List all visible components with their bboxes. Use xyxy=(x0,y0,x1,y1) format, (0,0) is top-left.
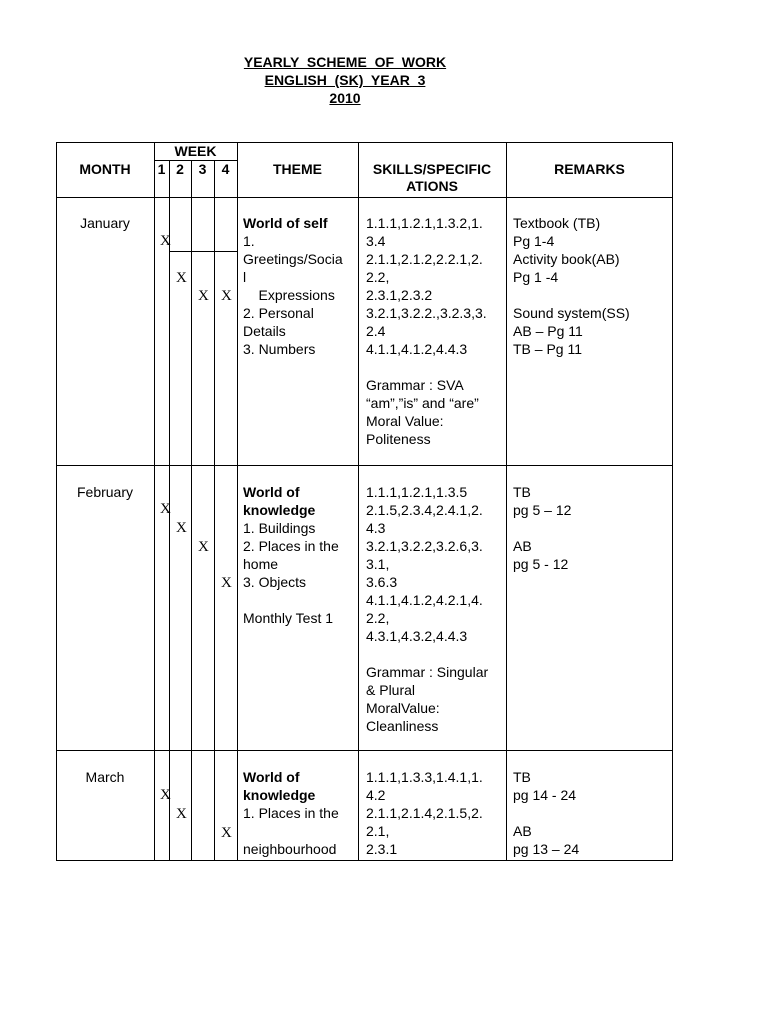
column-divider xyxy=(214,160,215,861)
month-cell: March xyxy=(85,769,125,785)
header-remarks: REMARKS xyxy=(554,161,625,177)
week-mark: X xyxy=(198,539,209,555)
remarks-cell: TB pg 14 - 24 AB pg 13 – 24 xyxy=(513,769,580,857)
column-divider xyxy=(358,142,359,861)
month-cell: February xyxy=(76,484,134,500)
header-skills: SKILLS/SPECIFIC ATIONS xyxy=(372,161,492,194)
header-week: WEEK xyxy=(174,143,217,159)
row-divider xyxy=(56,197,673,198)
column-divider xyxy=(237,142,238,861)
week-mark: X xyxy=(221,288,232,304)
header-theme: THEME xyxy=(273,161,322,177)
theme-topics: 1. Buildings 2. Places in the home 3. Objects Monthly Test 1 xyxy=(243,520,339,626)
remarks-cell: TB pg 5 – 12 AB pg 5 - 12 xyxy=(513,484,572,572)
row-divider xyxy=(56,465,673,466)
week-mark: X xyxy=(198,288,209,304)
document-year: 2010 xyxy=(329,90,361,106)
column-divider xyxy=(191,160,192,861)
row-divider xyxy=(56,750,673,751)
theme-title: World of knowledge xyxy=(243,769,316,803)
header-week-4: 4 xyxy=(221,161,230,177)
week-mark: X xyxy=(160,501,171,517)
theme-topics: 1. Places in the neighbourhood xyxy=(243,805,339,857)
header-week-3: 3 xyxy=(198,161,207,177)
week-mark: X xyxy=(221,575,232,591)
week-mark: X xyxy=(176,520,187,536)
row-divider xyxy=(169,251,237,252)
skills-cell: 1.1.1,1.2.1,1.3.5 2.1.5,2.3.4,2.4.1,2. 4.3 3.2.1,3.2.2,3.2.6,3. 3.1, 3.6.3 4.1.1,4.1.2,4.2.1,4. 2.2, 4.3.1,4.3.2,4.4.3 Grammar : Singular & Plural MoralValue: Cleanliness xyxy=(366,484,489,734)
header-week-1: 1 xyxy=(157,161,166,177)
column-divider xyxy=(506,142,507,861)
header-month: MONTH xyxy=(79,161,131,177)
header-week-2: 2 xyxy=(176,161,184,177)
document-title: YEARLY SCHEME OF WORK xyxy=(243,54,447,70)
week-mark: X xyxy=(160,233,171,249)
week-mark: X xyxy=(176,806,187,822)
theme-title: World of knowledge xyxy=(243,484,316,518)
document-subtitle: ENGLISH (SK) YEAR 3 xyxy=(264,72,426,88)
week-mark: X xyxy=(221,825,232,841)
remarks-cell: Textbook (TB) Pg 1-4 Activity book(AB) Pg 1 -4 Sound system(SS) AB – Pg 11 TB – Pg 11 xyxy=(513,215,630,357)
skills-cell: 1.1.1,1.3.3,1.4.1,1. 4.2 2.1.1,2.1.4,2.1.5,2. 2.1, 2.3.1 xyxy=(366,769,483,857)
theme-title: World of self xyxy=(243,215,328,231)
skills-cell: 1.1.1,1.2.1,1.3.2,1. 3.4 2.1.1,2.1.2,2.2.1,2. 2.2, 2.3.1,2.3.2 3.2.1,3.2.2.,3.2.3,3. 2.4 4.1.1,4.1.2,4.4.3 Grammar : SVA “am”,”is” and “are” Moral Value: Politeness xyxy=(366,215,487,447)
month-cell: January xyxy=(80,215,130,231)
column-divider xyxy=(154,142,155,861)
week-mark: X xyxy=(176,270,187,286)
row-divider xyxy=(56,860,673,861)
week-mark: X xyxy=(160,787,171,803)
theme-topics: 1. Greetings/Socia l Expressions 2. Personal Details 3. Numbers xyxy=(243,233,343,357)
